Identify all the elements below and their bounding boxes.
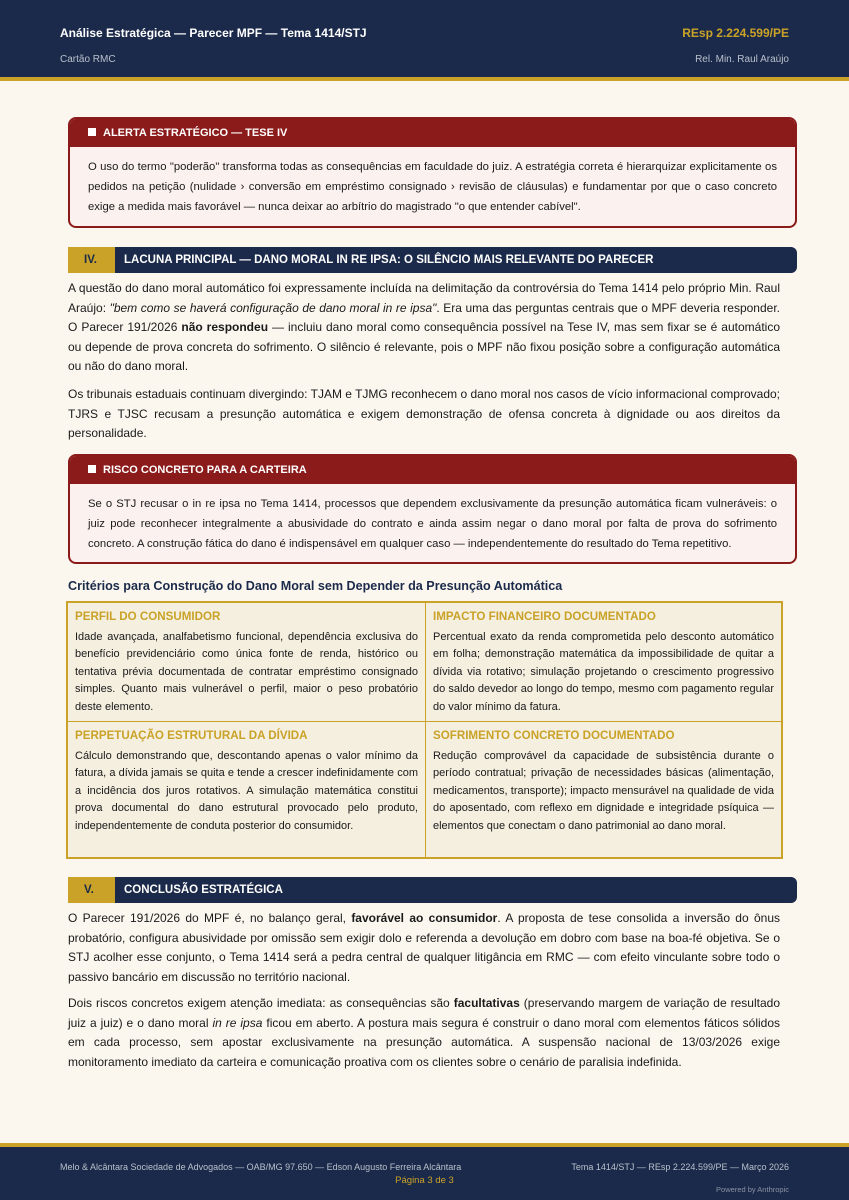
case-reference: REsp 2.224.599/PE — [682, 26, 789, 40]
section-iv-paragraph-2: Os tribunais estaduais continuam divergindo: TJAM e TJMG reconhecem o dano moral nos casos de vício informacional comprovado; TJRS e TJSC recusam a presunção automática e exigem demonstração de ofensa concreta à dignidade ou aos direitos da personalidade. — [68, 387, 780, 440]
criteria-text: Cálculo demonstrando que, descontando apenas o valor mínimo da fatura, a dívida jamais se quita e tende a crescer indefinidamente com a incidência dos juros rotativos. A simulação matemática constitui prova documental do dano estrutural provocado pelo produto, independentemente de conduta posterior do consumidor. — [75, 750, 418, 832]
quote: "bem como se haverá configuração de dano moral in re ipsa" — [109, 300, 437, 315]
section-number: V. — [68, 877, 115, 903]
footer-reference: Tema 1414/STJ — REsp 2.224.599/PE — Março 2026 — [571, 1162, 789, 1172]
criteria-cell-consumer-profile — [68, 603, 425, 716]
document-title: Análise Estratégica — Parecer MPF — Tema 1414/STJ — [60, 26, 367, 40]
section-heading-v — [68, 877, 797, 903]
section-title: LACUNA PRINCIPAL — DANO MORAL IN RE IPSA: O SILÊNCIO MAIS RELEVANTE DO PARECER — [124, 254, 654, 266]
criteria-text: Percentual exato da renda comprometida pelo desconto automático em folha; demonstração matemática da impossibilidade de quitar a dívida via rotativo; simulação projetando o crescimento progressivo do saldo devedor ao longo do tempo, mesmo com pagamento regular do valor mínimo da fatura. — [433, 631, 774, 713]
emphasis: facultativas — [453, 996, 520, 1010]
alert-header — [70, 456, 795, 484]
firm-credit: Melo & Alcântara Sociedade de Advogados — OAB/MG 97.650 — Edson Augusto Ferreira Alcântara — [60, 1162, 462, 1172]
square-bullet-icon — [88, 128, 96, 136]
section-iv-paragraph-1: A questão do dano moral automático foi expressamente incluída na delimitação da controvérsia do Tema 1414 pelo próprio Min. Raul Araújo: "bem como se haverá configuração de dano moral in re ipsa". Era uma das perguntas centrais que o MPF deveria responder. O Parecer 191/2026 não respondeu — incluiu dano moral como consequência possível na Tese IV, mas sem fixar se é automático ou depende de prova concreta do sofrimento. O silêncio é relevante, pois o MPF não fixou posição sobre a configuração automática ou não do dano moral. — [68, 281, 781, 373]
section-number: IV. — [68, 247, 115, 273]
portfolio-risk-box — [68, 454, 797, 564]
criteria-heading: PERFIL DO CONSUMIDOR — [75, 610, 221, 623]
criteria-title: Critérios para Construção do Dano Moral sem Depender da Presunção Automática — [68, 579, 563, 593]
page-header — [0, 0, 849, 81]
section-v-paragraph-1: O Parecer 191/2026 do MPF é, no balanço geral, favorável ao consumidor. A proposta de tese consolida a inversão do ônus probatório, configura abusividade por omissão sem exigir dolo e referenda a devolução em dobro com base na boa-fé objetiva. Se o STJ acolher esse conjunto, o Tema 1414 será a pedra central de qualquer litigância em RMC — com efeito vinculante sobre todo o passivo bancário em discussão no território nacional. — [68, 911, 780, 984]
criteria-cell-financial-impact — [426, 603, 781, 716]
rapporteur: Rel. Min. Raul Araújo — [695, 54, 789, 65]
alert-header — [70, 119, 795, 147]
powered-by: Powered by Anthropic — [716, 1185, 789, 1194]
emphasis: favorável ao consumidor — [351, 911, 498, 925]
emphasis: não respondeu — [181, 320, 269, 334]
criteria-heading: SOFRIMENTO CONCRETO DOCUMENTADO — [433, 729, 675, 742]
criteria-cell-debt-perpetuation — [68, 722, 425, 835]
criteria-grid — [66, 601, 783, 859]
square-bullet-icon — [88, 465, 96, 473]
criteria-heading: PERPETUAÇÃO ESTRUTURAL DA DÍVIDA — [75, 729, 308, 742]
alert-title: ALERTA ESTRATÉGICO — TESE IV — [103, 127, 288, 139]
criteria-heading: IMPACTO FINANCEIRO DOCUMENTADO — [433, 610, 656, 623]
emphasis-italic: in re ipsa — [212, 1015, 263, 1030]
criteria-cell-concrete-suffering — [426, 722, 781, 835]
criteria-text: Idade avançada, analfabetismo funcional, dependência exclusiva do benefício previdenciário como única fonte de renda, histórico ou tentativa prévia documentada de contratar empréstimo consignado simples. Quanto mais vulnerável o perfil, maior o peso probatório deste elemento. — [75, 631, 418, 713]
section-heading-iv — [68, 247, 797, 273]
alert-title: RISCO CONCRETO PARA A CARTEIRA — [103, 464, 307, 476]
strategic-alert-box — [68, 117, 797, 228]
criteria-text: Redução comprovável da capacidade de subsistência durante o período contratual; privação de necessidades básicas (alimentação, medicamentos, transporte); impacto mensurável na qualidade de vida do aposentado, com reflexo em dignidade e integridade psíquica — elementos que conectam o dano patrimonial ao dano moral. — [433, 750, 774, 832]
page-number: Página 3 de 3 — [395, 1175, 454, 1186]
alert-body: Se o STJ recusar o in re ipsa no Tema 1414, processos que dependem exclusivamente da presunção automática ficam vulneráveis: o juiz pode reconhecer integralmente a abusividade do contrato e ainda assim negar o dano moral por falta de prova do sofrimento concreto. A construção fática do dano é indispensável em qualquer caso — independentemente do resultado do Tema repetitivo. — [88, 498, 777, 550]
section-title: CONCLUSÃO ESTRATÉGICA — [124, 884, 283, 896]
document-subtitle: Cartão RMC — [60, 54, 116, 65]
alert-body: O uso do termo "poderão" transforma todas as consequências em faculdade do juiz. A estratégia correta é hierarquizar explicitamente os pedidos na petição (nulidade › conversão em empréstimo consignado › revisão de cláusulas) e fundamentar por que o caso concreto exige a medida mais favorável — nunca deixar ao arbítrio do magistrado "o que entender cabível". — [88, 161, 777, 213]
page-footer — [0, 1143, 849, 1200]
section-v-paragraph-2: Dois riscos concretos exigem atenção imediata: as consequências são facultativas (preservando margem de variação de resultado juiz a juiz) e o dano moral in re ipsa ficou em aberto. A postura mais segura é construir o dano moral com elementos fáticos sólidos em cada processo, sem apostar exclusivamente na presunção automática. A suspensão nacional de 13/03/2026 exige monitoramento imediato da carteira e comunicação proativa com os clientes sobre o cenário de paralisia indefinida. — [68, 996, 781, 1069]
